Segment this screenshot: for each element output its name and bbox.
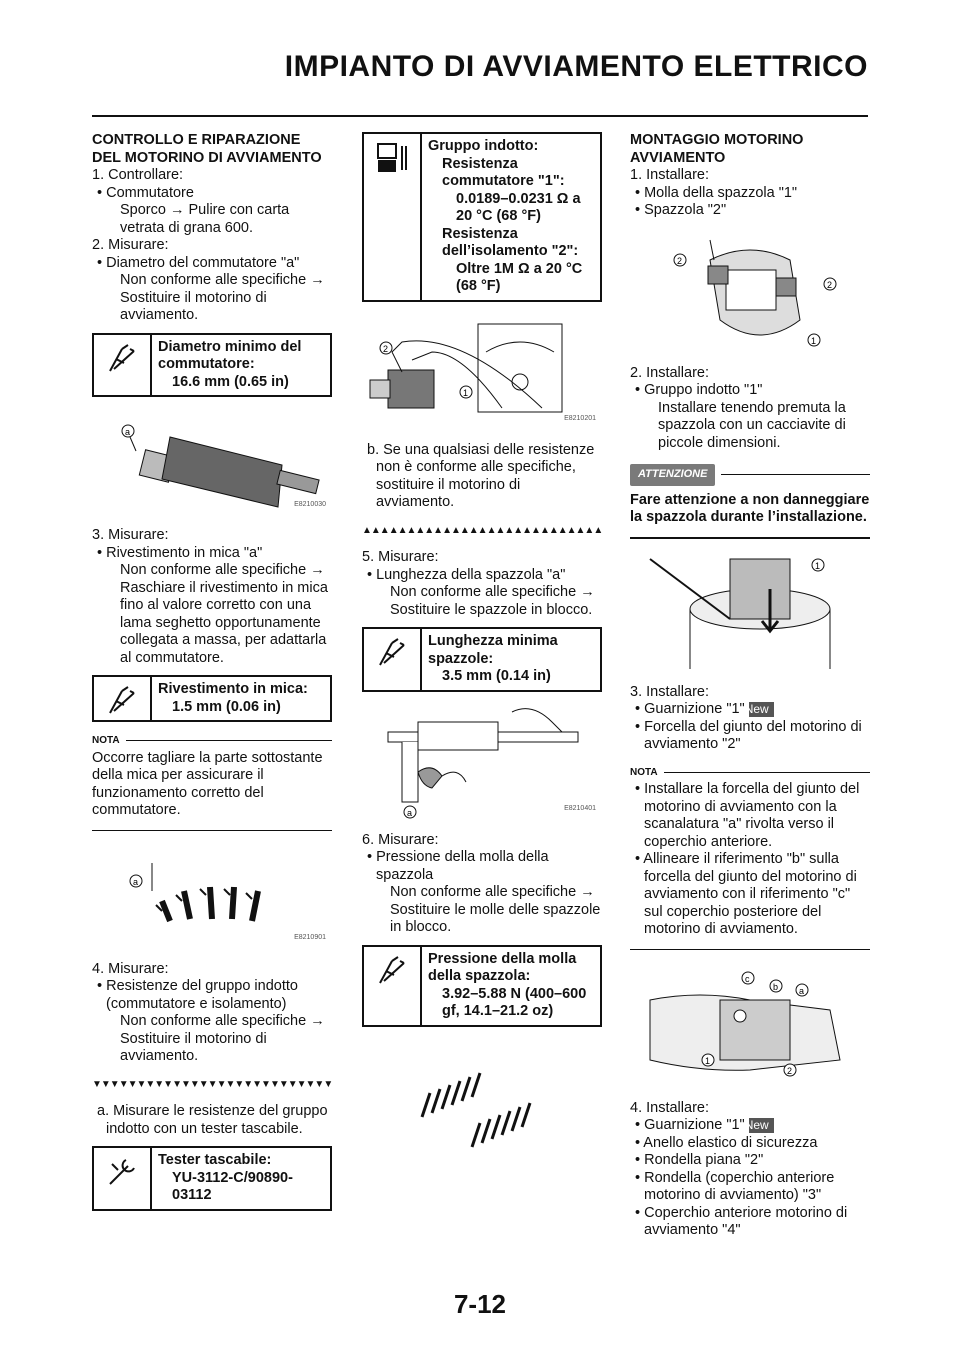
sub-step-b: b. Se una qualsiasi delle resistenze non è conforme alle specifiche, sostituire il motorino di avviamento. [367,441,595,510]
figure-caption: E8210030 [294,500,326,508]
column-3 [630,132,870,1240]
section-heading: MONTAGGIO MOTORINO AVVIAMENTO [630,132,804,166]
svg-text:a: a [407,807,413,818]
armature-figure [92,407,332,517]
multimeter-icon [364,134,422,300]
svg-text:2: 2 [677,255,683,266]
caution-text: Fare attenzione a non danneggiare la spazzola durante l’installazione. [630,491,870,525]
caliper-icon [94,677,152,720]
spec-value: Resistenza commutatore "1": [442,155,565,189]
step-6: 6. Misurare: [362,831,439,848]
svg-text:1: 1 [811,335,817,346]
bullet: • Guarnizione "1"New [630,1117,870,1135]
step-4: 4. Misurare: [92,960,169,977]
yoke-figure [630,960,870,1090]
caution-label: ATTENZIONE [630,464,870,486]
bullet-text: Installare tenendo premuta la spazzola con un cacciavite di piccole dimensioni. [658,399,846,451]
springs-figure [362,1057,602,1157]
svg-text:a: a [799,985,805,996]
svg-text:b: b [773,981,779,992]
step-4: 4. Installare: [630,1099,709,1116]
bullet: • Coperchio anteriore motorino di avviamento "4" [635,1204,848,1238]
step-1: 1. Installare: [630,167,709,183]
bullet-text: Non conforme alle specifiche → Raschiare il rivestimento in mica fino al valore corretto con una lama seghetto opportunamente collegata a massa, per adattarla al commutatore. [120,562,328,666]
wrench-icon [94,1148,152,1209]
bullet: • Gruppo indotto "1" [635,382,763,398]
svg-text:1: 1 [705,1055,711,1066]
caliper-icon [364,629,422,690]
spec-value: 3.5 mm (0.14 in) [442,668,551,684]
page-number: 7-12 [453,1289,507,1319]
svg-text:2: 2 [787,1065,793,1076]
svg-text:c: c [745,973,750,984]
spec-label: Rivestimento in mica: [158,681,308,697]
brush-holder-figure [630,230,870,355]
spec-value: 3.92–5.88 N (400–600 gf, 14.1–21.2 oz) [442,985,587,1019]
bullet: • Rivestimento in mica "a" [97,544,263,561]
note-text: Occorre tagliare la parte sottostante della mica per assicurare il funzionamento corretto del commutatore. [92,749,323,818]
step-2: 2. Installare: [630,364,709,381]
section-heading: CONTROLLO E RIPARAZIONE DEL MOTORINO DI AVVIAMENTO [92,132,322,166]
spec-value: 16.6 mm (0.65 in) [172,373,289,390]
bullet-text: Non conforme alle specifiche → Sostituire il motorino di avviamento. [120,1013,325,1064]
triangle-separator: ▲▲▲▲▲▲▲▲▲▲▲▲▲▲▲▲▲▲▲▲▲▲▲▲▲▲▲ [362,524,602,536]
spec-box [362,945,602,1027]
bullet: • Spazzola "2" [635,202,727,218]
spec-label: Gruppo indotto: [428,138,539,154]
spec-value: 1.5 mm (0.06 in) [172,698,281,715]
bullet: • Rondella piana "2" [635,1152,764,1168]
figure-caption: E8210401 [564,805,596,812]
caliper-icon [94,335,152,396]
title-rule [92,115,868,117]
bullet: • Pressione della molla della spazzola [367,849,549,883]
spec-label: Pressione della molla della spazzola: [428,950,577,984]
bullet: • Anello elastico di sicurezza [635,1134,818,1151]
spec-value: Resistenza dell’isolamento "2": [442,225,579,259]
new-badge: New [749,702,774,717]
spec-value: Oltre 1M Ω a 20 °C (68 °F) [456,260,583,294]
armature-install-figure [630,549,870,674]
bullet: • Resistenze del gruppo indotto (commutatore e isolamento) [97,978,298,1012]
bullet: • Rondella (coperchio anteriore motorino di avviamento) "3" [635,1169,835,1203]
new-badge: New [749,1118,774,1133]
spec-box [92,675,332,722]
bullet-text: Sporco → Pulire con carta vetrata di grana 600. [120,202,290,236]
spec-box [92,1146,332,1211]
spec-box [362,132,602,302]
note-label: NOTA [92,732,332,750]
bullet: • Guarnizione "1"New [630,701,870,719]
note-rule [630,949,870,950]
spec-label: Lunghezza minima spazzole: [428,633,558,667]
caliper-icon [364,947,422,1025]
mica-figure [92,841,332,951]
sub-step-a: a. Misurare le resistenze del gruppo indotto con un tester tascabile. [97,1103,328,1137]
step-5: 5. Misurare: [362,549,439,565]
page-title: IMPIANTO DI AVVIAMENTO ELETTRICO [284,50,868,83]
step-3: 3. Misurare: [92,527,169,543]
note-bullet: • Installare la forcella del giunto del motorino di avviamento con la scanalatura "a" rivolta verso il coperchio anteriore. [635,781,860,850]
svg-text:a: a [125,427,131,437]
spec-box [92,333,332,398]
svg-text:1: 1 [463,387,469,398]
figure-caption: E8210201 [564,415,596,422]
bullet: • Commutatore [97,184,194,201]
spec-value: YU-3112-C/90890-03112 [172,1169,293,1203]
svg-text:a: a [133,876,139,887]
note-rule [92,830,332,831]
spec-value: 0.0189–0.0231 Ω a 20 °C (68 °F) [456,190,581,224]
spec-label: Diametro minimo del commutatore: [158,338,302,372]
step-2: 2. Misurare: [92,237,169,253]
svg-text:1: 1 [815,560,821,571]
column-1 [92,132,332,1219]
svg-text:2: 2 [383,343,389,354]
spec-box [362,627,602,692]
bullet: • Diametro del commutatore "a" [97,254,300,271]
note-label: NOTA [630,764,870,782]
svg-text:2: 2 [827,279,833,290]
bullet-text: Non conforme alle specifiche → Sostituire il motorino di avviamento. [120,272,325,323]
step-3: 3. Installare: [630,683,709,700]
bullet: • Lunghezza della spazzola "a" [367,566,566,583]
brush-caliper-figure [362,702,602,822]
figure-caption: E8210901 [294,934,326,941]
step-1: 1. Controllare: [92,167,184,183]
note-bullet: • Allineare il riferimento "b" sulla forcella del giunto del motorino di avviamento con il riferimento "c" sul coperchio posteriore del motorino di avviamento. [635,851,857,937]
bullet-text: Non conforme alle specifiche → Sostituire le molle delle spazzole in blocco. [390,884,601,935]
bullet: • Forcella del giunto del motorino di avviamento "2" [635,718,862,752]
bullet-text: Non conforme alle specifiche → Sostituire le spazzole in blocco. [390,584,595,618]
tester-figure [362,312,602,432]
spec-label: Tester tascabile: [158,1152,272,1168]
bullet: • Molla della spazzola "1" [635,184,798,201]
triangle-separator: ▼▼▼▼▼▼▼▼▼▼▼▼▼▼▼▼▼▼▼▼▼▼▼▼▼▼▼ [92,1078,332,1090]
caution-rule [630,537,870,539]
column-2 [362,132,602,1167]
